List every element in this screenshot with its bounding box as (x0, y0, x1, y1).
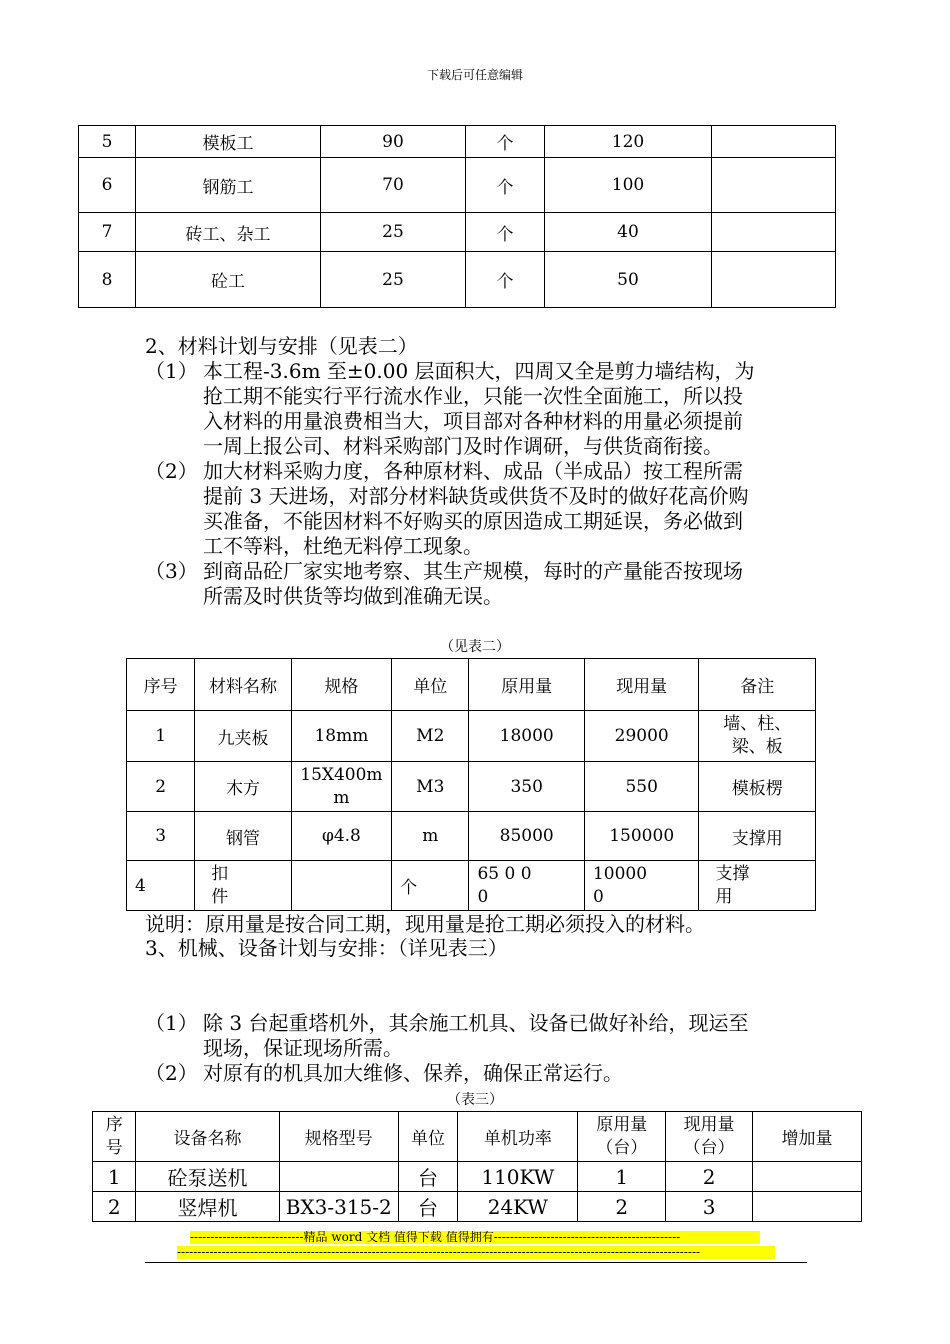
labor-table (78, 125, 836, 308)
table-cell (712, 158, 836, 213)
table-row (79, 252, 836, 308)
text-line: 到商品砼厂家实地考察、其生产规模，每时的产量能否按现场 (203, 559, 743, 583)
footer-rule (145, 1262, 807, 1263)
table-cell: 钢管 (195, 812, 291, 861)
table-row (127, 711, 816, 762)
paragraph-3 (203, 559, 813, 609)
table-cell: 模板楞 (699, 762, 816, 812)
table-cell: 18mm (291, 711, 391, 762)
table-cell: 台 (398, 1162, 458, 1192)
column-header: 增加量 (752, 1112, 861, 1162)
table-cell: 九夹板 (195, 711, 291, 762)
table-cell: 个 (466, 126, 545, 158)
table-cell (752, 1192, 861, 1222)
table-cell: 25 (321, 252, 466, 308)
text-line: 抢工期不能实行平行流水作业，只能一次性全面施工，所以投 (203, 384, 743, 408)
section-3-title: 3、机械、设备计划与安排：（详见表三） (145, 936, 508, 960)
table-cell: 个 (466, 252, 545, 308)
table-cell: 10000 0 (584, 861, 698, 911)
table-cell: 2 (93, 1192, 136, 1222)
table-cell: M3 (392, 762, 469, 812)
table-cell: 5 (79, 126, 136, 158)
table-cell (291, 861, 391, 911)
column-header: 规格 (291, 659, 391, 711)
table-cell (712, 213, 836, 252)
table-row (79, 126, 836, 158)
table-cell: 7 (79, 213, 136, 252)
column-header: 单位 (392, 659, 469, 711)
table-cell: BX3-315-2 (279, 1192, 398, 1222)
table-header-row (127, 659, 816, 711)
column-header: 设备名称 (136, 1112, 279, 1162)
table-cell: 350 (469, 762, 585, 812)
list-number: （1） (145, 1011, 198, 1035)
text-line: 工不等料，杜绝无料停工现象。 (203, 534, 483, 558)
column-header: 规格型号 (279, 1112, 398, 1162)
table-cell: 50 (545, 252, 712, 308)
table-header-row (93, 1112, 862, 1162)
table-cell: 台 (398, 1192, 458, 1222)
table-cell: 扣 件 (195, 861, 291, 911)
table-cell: 2 (578, 1192, 666, 1222)
section-2-title: 2、材料计划与安排（见表二） (145, 334, 418, 358)
paragraph-1 (203, 1011, 813, 1061)
paragraph-2 (203, 1061, 813, 1086)
table-cell: 1 (93, 1162, 136, 1192)
column-header: 备注 (699, 659, 816, 711)
table-note: 说明：原用量是按合同工期，现用量是抢工期必须投入的材料。 (145, 912, 705, 936)
table-cell: 3 (127, 812, 195, 861)
column-header: 序 号 (93, 1112, 136, 1162)
text-line: 所需及时供货等均做到准确无误。 (203, 584, 503, 608)
table-cell (279, 1162, 398, 1192)
table-cell: 砼泵送机 (136, 1162, 279, 1192)
column-header: 原用量 (469, 659, 585, 711)
table-cell: 120 (545, 126, 712, 158)
table-cell: 4 (127, 861, 195, 911)
column-header: 单机功率 (458, 1112, 578, 1162)
text-line: 提前 3 天进场，对部分材料缺货或供货不及时的做好花高价购 (203, 484, 749, 508)
list-number: （2） (145, 1061, 198, 1085)
table-cell: 木方 (195, 762, 291, 812)
table-cell: M2 (392, 711, 469, 762)
text-line: 对原有的机具加大维修、保养，确保正常运行。 (203, 1061, 623, 1085)
paragraph-2 (203, 459, 813, 559)
column-header: 现用量 (584, 659, 698, 711)
table-row (127, 861, 816, 911)
table-cell: 29000 (584, 711, 698, 762)
text-line: 除 3 台起重塔机外，其余施工机具、设备已做好补给，现运至 (203, 1011, 749, 1035)
table-cell: 墙、柱、 梁、板 (699, 711, 816, 762)
table-cell: 6 (79, 158, 136, 213)
table-cell: 个 (466, 213, 545, 252)
column-header: 单位 (398, 1112, 458, 1162)
table-row (93, 1192, 862, 1222)
table-cell: 支撑用 (699, 812, 816, 861)
table-cell (712, 126, 836, 158)
list-number: （3） (145, 559, 198, 583)
table-cell: 8 (79, 252, 136, 308)
text-line: 加大材料采购力度，各种原材料、成品（半成品）按工程所需 (203, 459, 743, 483)
text-line: 一周上报公司、材料采购部门及时作调研，与供货商衔接。 (203, 434, 723, 458)
column-header: 原用量 （台） (578, 1112, 666, 1162)
table-cell: 钢筋工 (136, 158, 321, 213)
table-cell: 3 (666, 1192, 753, 1222)
table-cell (712, 252, 836, 308)
table-cell: 竖焊机 (136, 1192, 279, 1222)
materials-table (126, 658, 816, 911)
text-line: 现场，保证现场所需。 (203, 1036, 403, 1060)
list-number: （1） (145, 359, 198, 383)
table-cell: 85000 (469, 812, 585, 861)
table-cell: 个 (466, 158, 545, 213)
column-header: 材料名称 (195, 659, 291, 711)
paragraph-1 (203, 359, 813, 459)
table-cell: 65 0 0 0 (469, 861, 585, 911)
table-cell: 支撑 用 (699, 861, 816, 911)
table-cell (752, 1162, 861, 1192)
table-cell: 模板工 (136, 126, 321, 158)
table-cell: 15X400m m (291, 762, 391, 812)
table-cell: 1 (578, 1162, 666, 1192)
table-row (79, 213, 836, 252)
table-cell: 2 (666, 1162, 753, 1192)
table-cell: 个 (392, 861, 469, 911)
column-header: 序号 (127, 659, 195, 711)
footer-dash-line: --------------------------------------------------------------------------------------------------------------------------------- (177, 1246, 775, 1259)
table-cell: 40 (545, 213, 712, 252)
column-header: 现用量 （台） (666, 1112, 753, 1162)
table-row (93, 1162, 862, 1192)
table-cell: 砖工、杂工 (136, 213, 321, 252)
table-cell: 100 (545, 158, 712, 213)
table-row (79, 158, 836, 213)
footer-banner: ----------------------------精品 word 文档 值得下载 值得拥有---------------------------------------------- (190, 1231, 760, 1244)
list-number: （2） (145, 459, 198, 483)
table-cell: 24KW (458, 1192, 578, 1222)
table-cell: m (392, 812, 469, 861)
table-cell: 70 (321, 158, 466, 213)
table-cell: 150000 (584, 812, 698, 861)
text-line: 入材料的用量浪费相当大，项目部对各种材料的用量必须提前 (203, 409, 743, 433)
table-cell: 110KW (458, 1162, 578, 1192)
table-cell: 90 (321, 126, 466, 158)
table-cell: 1 (127, 711, 195, 762)
table-caption: （见表二） (440, 639, 510, 655)
table-cell: 25 (321, 213, 466, 252)
table-cell: 2 (127, 762, 195, 812)
text-line: 本工程-3.6m 至±0.00 层面积大，四周又全是剪力墙结构，为 (203, 359, 755, 383)
table-cell: 砼工 (136, 252, 321, 308)
page-header: 下载后可任意编辑 (426, 68, 523, 82)
table-row (127, 762, 816, 812)
table-caption: （表三） (447, 1092, 503, 1108)
table-cell: φ4.8 (291, 812, 391, 861)
table-cell: 18000 (469, 711, 585, 762)
text-line: 买准备，不能因材料不好购买的原因造成工期延误，务必做到 (203, 509, 743, 533)
table-cell: 550 (584, 762, 698, 812)
table-row (127, 812, 816, 861)
equipment-table (92, 1111, 862, 1222)
